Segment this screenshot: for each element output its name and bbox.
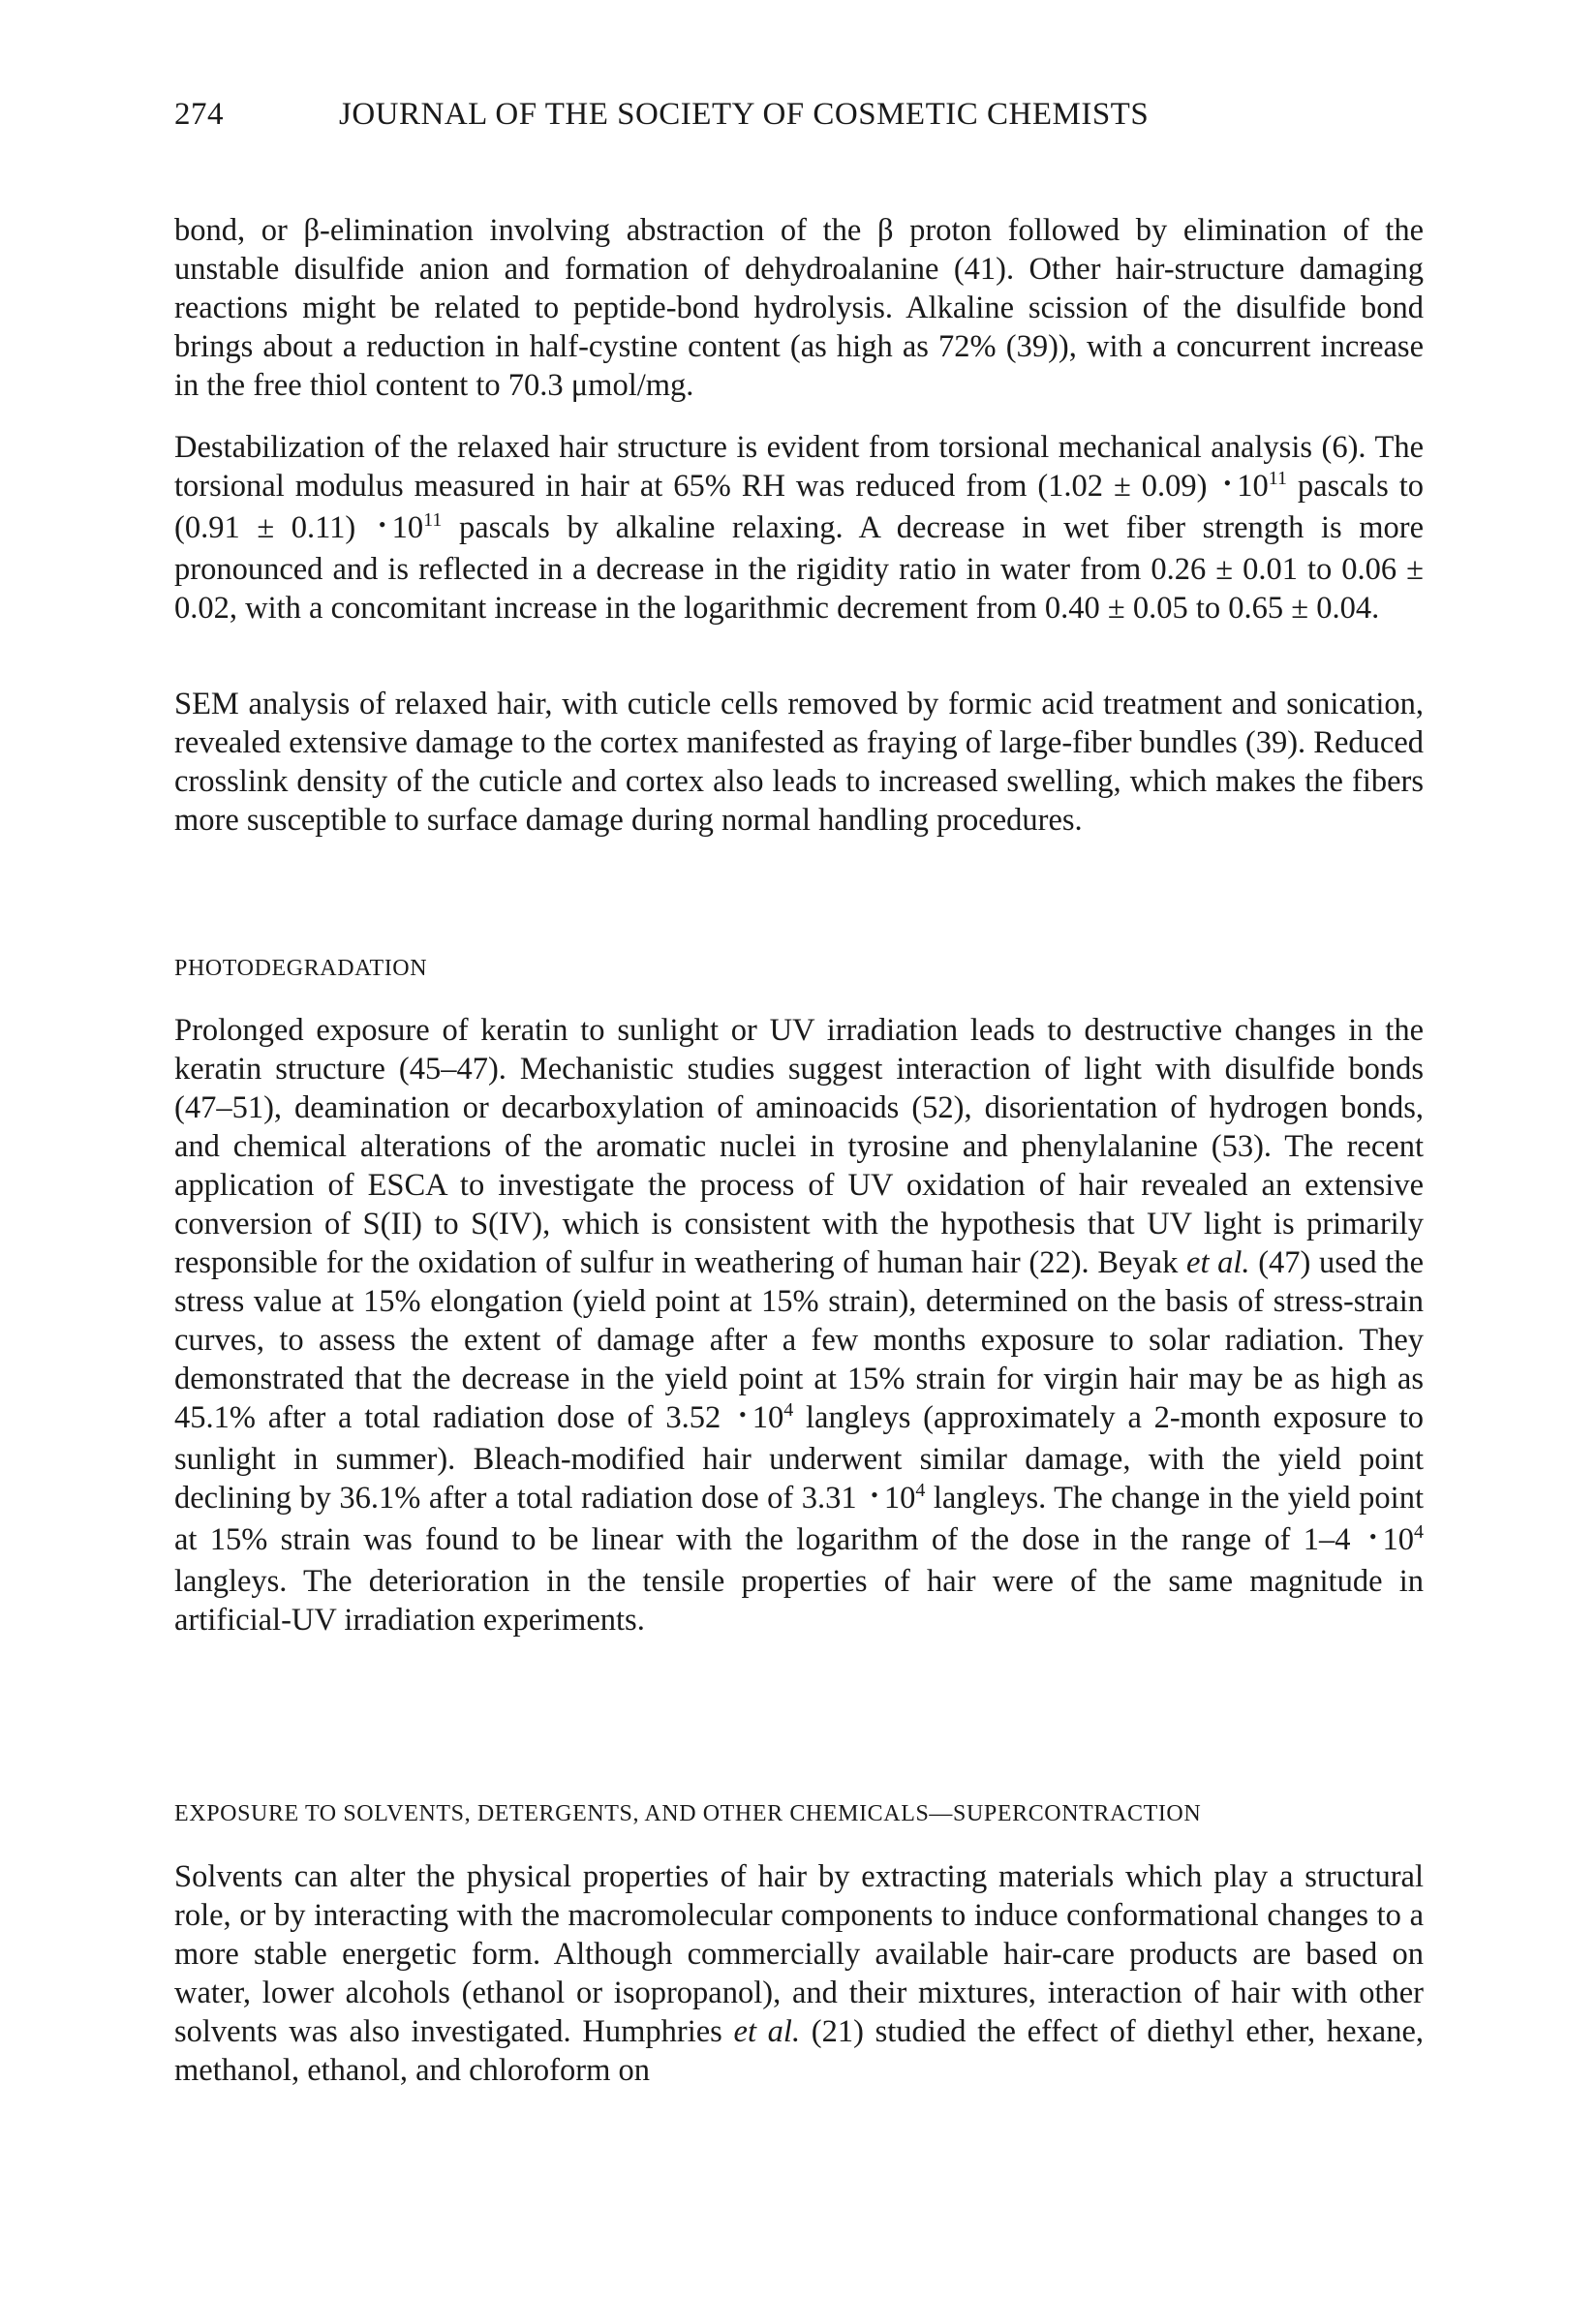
multiply-dot: • bbox=[1368, 1524, 1377, 1548]
text: (21) studied the effect of diethyl ether, hexane, methanol, ethanol, and chloroform on bbox=[174, 2014, 1425, 2088]
paragraph-torsional-analysis bbox=[174, 428, 1424, 628]
text: Destabilization of the relaxed hair structure is evident from torsional mechanical analysis (6). The torsional modulus measured in hair at 65% RH was reduced from (1.02 ± 0.09) bbox=[174, 430, 1424, 504]
multiply-dot: • bbox=[739, 1402, 747, 1426]
page-number: 274 bbox=[174, 97, 224, 132]
text: pascals by alkaline relaxing. A decrease in wet fiber strength is more pronounced and is reflected in a decrease in the rigidity ratio in water from 0.26 ± 0.01 to 0.06 ± 0.02, with a concomitant increase in the logarithmic decrement from 0.40 ± 0.05 to 0.65 ± 0.04. bbox=[174, 510, 1425, 626]
exponent: 4 bbox=[783, 1399, 794, 1421]
section-heading-photodegradation: PHOTODEGRADATION bbox=[174, 956, 428, 981]
text: (47) used the stress value at 15% elongation (yield point at 15% strain), determined on the basis of stress-strain curves, to assess the extent of damage after a few months exposure to solar radiation. They demonstrated that the decrease in the yield point at 15% strain for virgin hair may be as high as 45.1% after a total radiation dose of 3.52 bbox=[174, 1245, 1424, 1435]
journal-title: JOURNAL OF THE SOCIETY OF COSMETIC CHEMISTS bbox=[339, 97, 1150, 132]
text: 10 bbox=[1382, 1522, 1415, 1557]
paragraph-photodegradation bbox=[174, 1011, 1424, 1639]
text: SEM analysis of relaxed hair, with cuticle cells removed by formic acid treatment and sonication, revealed extensive damage to the cortex manifested as fraying of large-fiber bundles (39). Reduced crosslink density of the cuticle and cortex also leads to increased swelling, which makes the fibers more susceptible to surface damage during normal handling procedures. bbox=[174, 687, 1424, 838]
running-header bbox=[174, 97, 1433, 133]
text: 10 bbox=[883, 1481, 916, 1516]
text: 10 bbox=[391, 510, 424, 545]
exponent: 4 bbox=[915, 1480, 926, 1501]
et-al: et al. bbox=[733, 2014, 801, 2049]
text: langleys (approximately a 2-month exposure to sunlight in summer). Bleach-modified hair underwent similar damage, with the yield point declining by 36.1% after a total radiation dose of 3.31 bbox=[174, 1400, 1424, 1516]
text: pascals to (0.91 ± 0.11) bbox=[174, 469, 1425, 545]
section-heading-solvents: EXPOSURE TO SOLVENTS, DETERGENTS, AND OTHER CHEMICALS—SUPERCONTRACTION bbox=[174, 1801, 1202, 1826]
text: 10 bbox=[752, 1400, 784, 1435]
et-al: et al. bbox=[1186, 1245, 1250, 1280]
paragraph-solvents bbox=[174, 1857, 1424, 2090]
text: 10 bbox=[1237, 469, 1269, 504]
multiply-dot: • bbox=[1223, 471, 1232, 495]
text: Prolonged exposure of keratin to sunlight or UV irradiation leads to destructive changes in the keratin structure (45–47). Mechanistic studies suggest interaction of light with disulfide bonds (47–51), deamination or decarboxylation of aminoacids (52), disorientation of hydrogen bonds, and chemical alterations of the aromatic nuclei in tyrosine and phenylalanine (53). The recent application of ESCA to investigate the process of UV oxidation of hair revealed an extensive conversion of S(II) to S(IV), which is consistent with the hypothesis that UV light is primarily responsible for the oxidation of sulfur in weathering of human hair (22). Beyak bbox=[174, 1013, 1424, 1280]
text: Solvents can alter the physical properties of hair by extracting materials which play a structural role, or by interacting with the macromolecular components to induce conformational changes to a more stable energetic form. Although commercially available hair-care products are based on water, lower alcohols (ethanol or isopropanol), and their mixtures, interaction of hair with other solvents was also investigated. Humphries bbox=[174, 1859, 1424, 2049]
exponent: 11 bbox=[1268, 468, 1287, 489]
text: langleys. The change in the yield point at 15% strain was found to be linear with the logarithm of the dose in the range of 1–4 bbox=[174, 1481, 1424, 1557]
exponent: 11 bbox=[423, 509, 443, 531]
text: langleys. The deterioration in the tensile properties of hair were of the same magnitude in artificial-UV irradiation experiments. bbox=[174, 1564, 1424, 1638]
paragraph-alkaline-scission bbox=[174, 211, 1424, 405]
exponent: 4 bbox=[1414, 1521, 1425, 1543]
multiply-dot: • bbox=[871, 1483, 878, 1507]
paragraph-sem-analysis bbox=[174, 685, 1424, 840]
text: bond, or β-elimination involving abstraction of the β proton followed by elimination of the unstable disulfide anion and formation of dehydroalanine (41). Other hair-structure damaging reactions might be related to peptide-bond hydrolysis. Alkaline scission of the disulfide bond brings about a reduction in half-cystine content (as high as 72% (39)), with a concurrent increase in the free thiol content to 70.3 μmol/mg. bbox=[174, 213, 1424, 403]
multiply-dot: • bbox=[378, 512, 386, 536]
